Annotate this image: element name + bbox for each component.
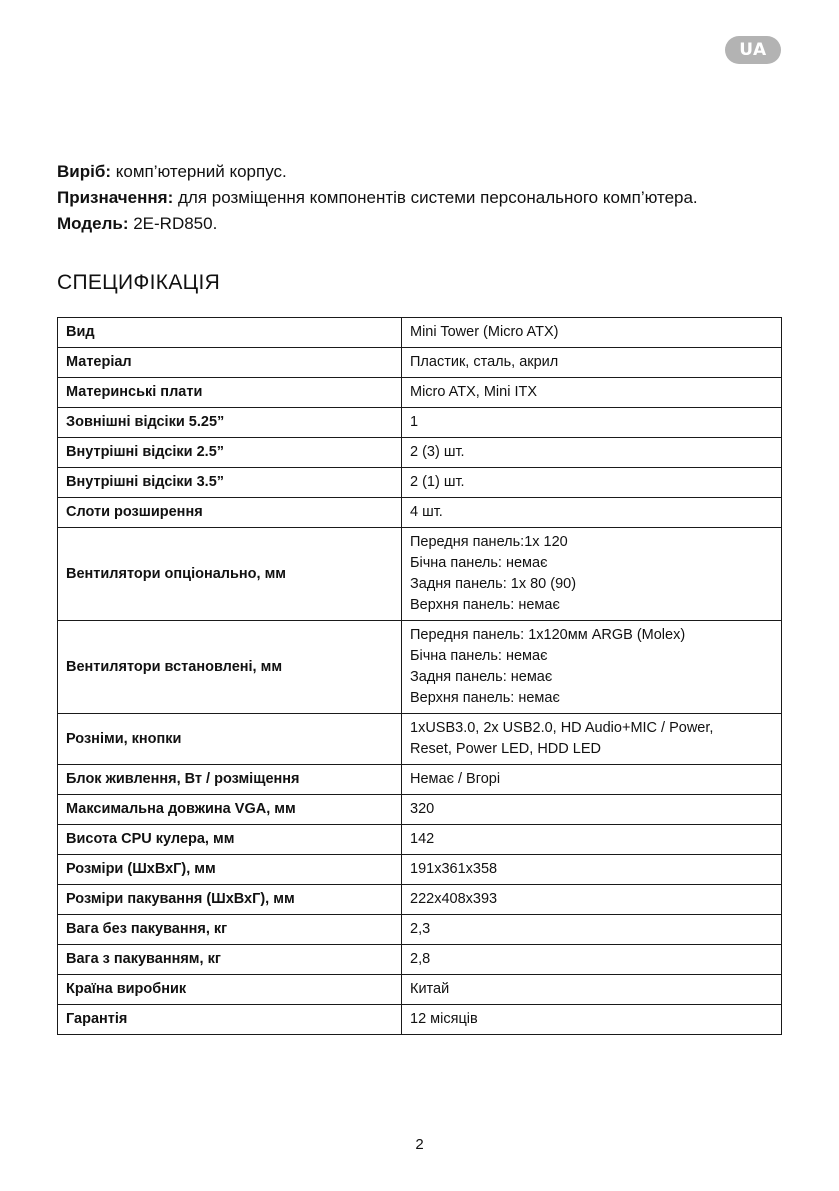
specification-table (57, 317, 782, 1035)
spec-key: Максимальна довжина VGA, мм (58, 795, 402, 825)
spec-key: Вентилятори встановлені, мм (58, 621, 402, 714)
table-row (58, 318, 782, 348)
spec-value-line: 142 (410, 831, 435, 847)
product-value: комп’ютерний корпус. (115, 162, 287, 181)
spec-key: Вентилятори опціонально, мм (58, 528, 402, 621)
table-row (58, 528, 782, 621)
table-row (58, 825, 782, 855)
table-row (58, 714, 782, 765)
section-title: СПЕЦИФІКАЦІЯ (57, 271, 221, 294)
spec-value (402, 1005, 782, 1035)
spec-value (402, 975, 782, 1005)
spec-value-line: 1xUSB3.0, 2x USB2.0, HD Audio+MIC / Power, (410, 720, 714, 736)
spec-value-line: Reset, Power LED, HDD LED (410, 741, 601, 757)
spec-key: Внутрішні відсіки 2.5” (58, 438, 402, 468)
spec-key: Країна виробник (58, 975, 402, 1005)
spec-key: Розміри пакування (ШхВхГ), мм (58, 885, 402, 915)
spec-key: Внутрішні відсіки 3.5” (58, 468, 402, 498)
table-row (58, 945, 782, 975)
spec-value-line: 2 (3) шт. (410, 444, 465, 460)
spec-value (402, 714, 782, 765)
table-row (58, 498, 782, 528)
spec-value (402, 498, 782, 528)
table-row (58, 855, 782, 885)
spec-value-line: 2,8 (410, 951, 431, 967)
spec-value (402, 795, 782, 825)
table-row (58, 915, 782, 945)
table-row (58, 765, 782, 795)
table-row (58, 438, 782, 468)
spec-value-line: Верхня панель: немає (410, 690, 560, 706)
model-label: Модель: (57, 214, 129, 233)
spec-value-line: Передня панель:1х 120 (410, 534, 568, 550)
spec-value-line: Передня панель: 1х120мм ARGB (Molex) (410, 627, 686, 643)
table-row (58, 408, 782, 438)
spec-value-line: 320 (410, 801, 435, 817)
spec-value-line: 2 (1) шт. (410, 474, 465, 490)
spec-value-line: Mini Tower (Micro ATX) (410, 324, 559, 340)
spec-value-line: 222x408x393 (410, 891, 498, 907)
table-row (58, 378, 782, 408)
specification-table-body (58, 318, 782, 1035)
table-row (58, 621, 782, 714)
spec-value-line: Бічна панель: немає (410, 648, 548, 664)
spec-value-line: 12 місяців (410, 1011, 478, 1027)
spec-value (402, 765, 782, 795)
spec-key: Зовнішні відсіки 5.25” (58, 408, 402, 438)
model-line (57, 211, 797, 237)
spec-value-line: Пластик, сталь, акрил (410, 354, 559, 370)
spec-key: Вид (58, 318, 402, 348)
spec-value (402, 945, 782, 975)
table-row (58, 468, 782, 498)
product-intro (57, 159, 797, 237)
language-badge: UA (725, 36, 781, 64)
purpose-value: для розміщення компонентів системи персонального комп’ютера. (177, 188, 698, 207)
product-line (57, 159, 797, 185)
model-value: 2E-RD850. (133, 214, 218, 233)
spec-value-line: Немає / Вгорі (410, 771, 501, 787)
spec-key: Слоти розширення (58, 498, 402, 528)
purpose-line (57, 185, 797, 211)
spec-key: Розміри (ШхВхГ), мм (58, 855, 402, 885)
spec-value-line: Задня панель: немає (410, 669, 553, 685)
spec-value-line: 191x361x358 (410, 861, 498, 877)
spec-value-line: Micro ATX, Mini ITX (410, 384, 538, 400)
purpose-label: Призначення: (57, 188, 174, 207)
spec-key: Блок живлення, Вт / розміщення (58, 765, 402, 795)
spec-value (402, 438, 782, 468)
spec-key: Розніми, кнопки (58, 714, 402, 765)
spec-value (402, 468, 782, 498)
spec-value-line: Китай (410, 981, 450, 997)
spec-value-line: 2,3 (410, 921, 431, 937)
spec-value (402, 825, 782, 855)
spec-value-line: Верхня панель: немає (410, 597, 560, 613)
spec-value (402, 348, 782, 378)
product-label: Виріб: (57, 162, 111, 181)
table-row (58, 885, 782, 915)
spec-value (402, 528, 782, 621)
spec-key: Матеріал (58, 348, 402, 378)
spec-key: Гарантія (58, 1005, 402, 1035)
spec-value (402, 915, 782, 945)
spec-value (402, 885, 782, 915)
table-row (58, 1005, 782, 1035)
table-row (58, 795, 782, 825)
spec-value (402, 621, 782, 714)
spec-key: Вага без пакування, кг (58, 915, 402, 945)
spec-value (402, 855, 782, 885)
spec-value-line: 4 шт. (410, 504, 443, 520)
spec-key: Материнські плати (58, 378, 402, 408)
spec-value-line: Задня панель: 1х 80 (90) (410, 576, 577, 592)
spec-value (402, 408, 782, 438)
spec-value (402, 378, 782, 408)
spec-value-line: Бічна панель: немає (410, 555, 548, 571)
spec-value-line: 1 (410, 414, 419, 430)
spec-value (402, 318, 782, 348)
table-row (58, 348, 782, 378)
page-number: 2 (415, 1136, 424, 1153)
spec-key: Вага з пакуванням, кг (58, 945, 402, 975)
table-row (58, 975, 782, 1005)
spec-key: Висота CPU кулера, мм (58, 825, 402, 855)
